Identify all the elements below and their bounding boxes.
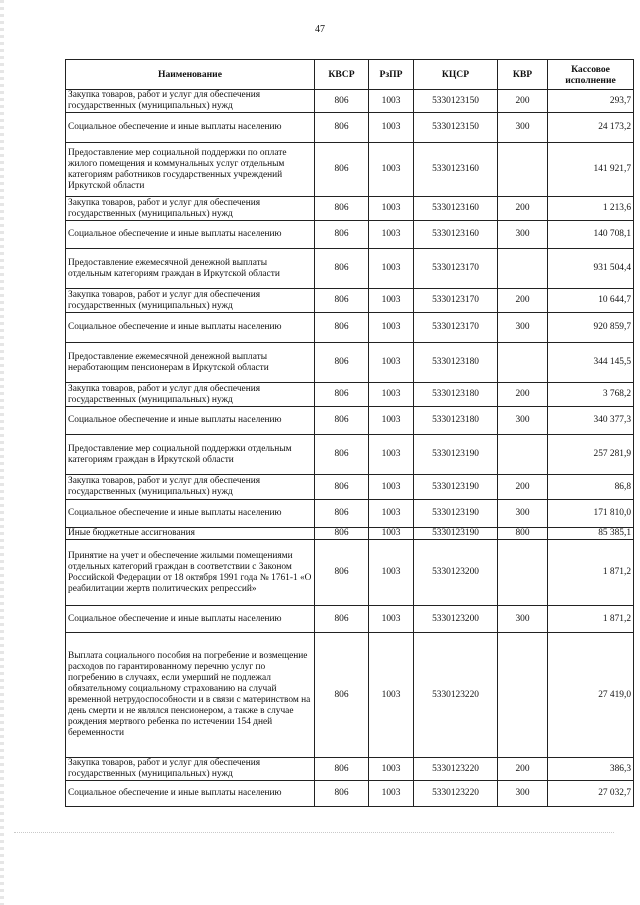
- cell-kvr: 300: [498, 221, 548, 249]
- cell-name: Принятие на учет и обеспечение жилыми помещениями отдельных категорий граждан в соответствии с Законом Российской Федерации от 18 октября 1991 года № 1761-1 «О реабилитации жертв политических репрессий»: [66, 540, 315, 606]
- header-kvsr: КВСР: [315, 60, 369, 90]
- cell-kvsr: 806: [315, 540, 369, 606]
- cell-name: Закупка товаров, работ и услуг для обеспечения государственных (муниципальных) нужд: [66, 289, 315, 313]
- cell-kvsr: 806: [315, 113, 369, 143]
- cell-kvr: 800: [498, 528, 548, 540]
- cell-kvsr: 806: [315, 475, 369, 500]
- cell-rzpr: 1003: [369, 313, 414, 343]
- cell-kvsr: 806: [315, 343, 369, 383]
- page-number: 47: [315, 24, 325, 35]
- cell-amount: 293,7: [548, 90, 634, 113]
- cell-amount: 1 213,6: [548, 197, 634, 221]
- table-row: [66, 633, 634, 758]
- table-row: [66, 383, 634, 407]
- cell-rzpr: 1003: [369, 197, 414, 221]
- cell-name: Социальное обеспечение и иные выплаты населению: [66, 407, 315, 435]
- cell-rzpr: 1003: [369, 407, 414, 435]
- cell-amount: 86,8: [548, 475, 634, 500]
- cell-rzpr: 1003: [369, 113, 414, 143]
- table-row: [66, 435, 634, 475]
- cell-kcsr: 5330123190: [414, 475, 498, 500]
- cell-kvsr: 806: [315, 383, 369, 407]
- cell-rzpr: 1003: [369, 143, 414, 197]
- scan-edge-artifact: [0, 0, 4, 905]
- cell-amount: 3 768,2: [548, 383, 634, 407]
- cell-name: Предоставление ежемесячной денежной выплаты неработающим пенсионерам в Иркутской области: [66, 343, 315, 383]
- table-row: [66, 113, 634, 143]
- cell-kcsr: 5330123200: [414, 540, 498, 606]
- cell-name: Социальное обеспечение и иные выплаты населению: [66, 500, 315, 528]
- header-name: Наименование: [66, 60, 315, 90]
- table-row: [66, 475, 634, 500]
- cell-amount: 27 419,0: [548, 633, 634, 758]
- cell-name: Социальное обеспечение и иные выплаты населению: [66, 606, 315, 633]
- cell-kcsr: 5330123190: [414, 500, 498, 528]
- cell-kvsr: 806: [315, 313, 369, 343]
- cell-rzpr: 1003: [369, 475, 414, 500]
- cell-amount: 344 145,5: [548, 343, 634, 383]
- table-row: [66, 758, 634, 781]
- cell-name: Социальное обеспечение и иные выплаты населению: [66, 113, 315, 143]
- table-row: [66, 90, 634, 113]
- cell-kcsr: 5330123160: [414, 143, 498, 197]
- cell-kvr: 300: [498, 606, 548, 633]
- header-amount: Кассовое исполнение: [548, 60, 634, 90]
- cell-kvsr: 806: [315, 606, 369, 633]
- cell-kvr: [498, 143, 548, 197]
- cell-rzpr: 1003: [369, 633, 414, 758]
- budget-execution-table: [65, 59, 634, 807]
- cell-kcsr: 5330123170: [414, 313, 498, 343]
- cell-kcsr: 5330123180: [414, 343, 498, 383]
- cell-kvsr: 806: [315, 221, 369, 249]
- cell-name: Закупка товаров, работ и услуг для обеспечения государственных (муниципальных) нужд: [66, 197, 315, 221]
- cell-name: Социальное обеспечение и иные выплаты населению: [66, 781, 315, 807]
- header-kvr: КВР: [498, 60, 548, 90]
- table-row: [66, 540, 634, 606]
- cell-kcsr: 5330123160: [414, 197, 498, 221]
- cell-kvsr: 806: [315, 758, 369, 781]
- cell-name: Социальное обеспечение и иные выплаты населению: [66, 313, 315, 343]
- cell-amount: 10 644,7: [548, 289, 634, 313]
- cell-amount: 340 377,3: [548, 407, 634, 435]
- cell-rzpr: 1003: [369, 289, 414, 313]
- table-row: [66, 221, 634, 249]
- cell-rzpr: 1003: [369, 343, 414, 383]
- cell-amount: 931 504,4: [548, 249, 634, 289]
- cell-kcsr: 5330123150: [414, 90, 498, 113]
- cell-kvr: 300: [498, 781, 548, 807]
- scan-noise-line: [14, 832, 614, 833]
- cell-kvr: [498, 540, 548, 606]
- cell-name: Иные бюджетные ассигнования: [66, 528, 315, 540]
- table-row: [66, 343, 634, 383]
- header-kcsr: КЦСР: [414, 60, 498, 90]
- cell-amount: 27 032,7: [548, 781, 634, 807]
- cell-kcsr: 5330123180: [414, 383, 498, 407]
- table-row: [66, 407, 634, 435]
- cell-rzpr: 1003: [369, 758, 414, 781]
- cell-kvsr: 806: [315, 143, 369, 197]
- cell-kvr: 200: [498, 289, 548, 313]
- cell-kvsr: 806: [315, 289, 369, 313]
- cell-kvr: [498, 343, 548, 383]
- table-row: [66, 781, 634, 807]
- cell-kvsr: 806: [315, 435, 369, 475]
- cell-rzpr: 1003: [369, 221, 414, 249]
- cell-name: Закупка товаров, работ и услуг для обеспечения государственных (муниципальных) нужд: [66, 475, 315, 500]
- cell-kvr: [498, 633, 548, 758]
- cell-kvr: [498, 249, 548, 289]
- cell-kcsr: 5330123170: [414, 289, 498, 313]
- cell-kcsr: 5330123220: [414, 758, 498, 781]
- cell-name: Выплата социального пособия на погребение и возмещение расходов по гарантированному перечню услуг по погребению в случаях, если умерший не подлежал обязательному социальному страхованию на случай временной нетрудоспособности и в связи с материнством на день смерти и не являлся пенсионером, а также в случае рождения мертвого ребенка по истечении 154 дней беременности: [66, 633, 315, 758]
- cell-kcsr: 5330123200: [414, 606, 498, 633]
- cell-kvr: 300: [498, 313, 548, 343]
- header-rzpr: РзПР: [369, 60, 414, 90]
- cell-kvr: 300: [498, 113, 548, 143]
- cell-name: Социальное обеспечение и иные выплаты населению: [66, 221, 315, 249]
- cell-rzpr: 1003: [369, 249, 414, 289]
- cell-kcsr: 5330123160: [414, 221, 498, 249]
- cell-kvsr: 806: [315, 500, 369, 528]
- cell-amount: 1 871,2: [548, 606, 634, 633]
- cell-rzpr: 1003: [369, 781, 414, 807]
- table-row: [66, 606, 634, 633]
- cell-kvsr: 806: [315, 528, 369, 540]
- cell-kvr: 300: [498, 407, 548, 435]
- cell-amount: 141 921,7: [548, 143, 634, 197]
- table-row: [66, 143, 634, 197]
- cell-name: Предоставление ежемесячной денежной выплаты отдельным категориям граждан в Иркутской области: [66, 249, 315, 289]
- cell-kcsr: 5330123190: [414, 435, 498, 475]
- cell-amount: 1 871,2: [548, 540, 634, 606]
- cell-kvr: 200: [498, 383, 548, 407]
- cell-kcsr: 5330123220: [414, 781, 498, 807]
- cell-kvsr: 806: [315, 633, 369, 758]
- table-row: [66, 289, 634, 313]
- cell-name: Закупка товаров, работ и услуг для обеспечения государственных (муниципальных) нужд: [66, 383, 315, 407]
- cell-rzpr: 1003: [369, 528, 414, 540]
- cell-name: Закупка товаров, работ и услуг для обеспечения государственных (муниципальных) нужд: [66, 758, 315, 781]
- cell-kvsr: 806: [315, 90, 369, 113]
- cell-rzpr: 1003: [369, 606, 414, 633]
- cell-rzpr: 1003: [369, 500, 414, 528]
- table-row: [66, 528, 634, 540]
- cell-rzpr: 1003: [369, 435, 414, 475]
- table-row: [66, 249, 634, 289]
- cell-rzpr: 1003: [369, 540, 414, 606]
- cell-amount: 386,3: [548, 758, 634, 781]
- cell-kcsr: 5330123170: [414, 249, 498, 289]
- cell-kvsr: 806: [315, 781, 369, 807]
- cell-kcsr: 5330123180: [414, 407, 498, 435]
- table-row: [66, 313, 634, 343]
- cell-kcsr: 5330123150: [414, 113, 498, 143]
- cell-kvr: 300: [498, 500, 548, 528]
- cell-amount: 920 859,7: [548, 313, 634, 343]
- table-row: [66, 197, 634, 221]
- cell-amount: 140 708,1: [548, 221, 634, 249]
- cell-rzpr: 1003: [369, 383, 414, 407]
- cell-kvr: 200: [498, 758, 548, 781]
- cell-name: Закупка товаров, работ и услуг для обеспечения государственных (муниципальных) нужд: [66, 90, 315, 113]
- cell-kvr: 200: [498, 90, 548, 113]
- cell-kvr: 200: [498, 475, 548, 500]
- cell-kcsr: 5330123190: [414, 528, 498, 540]
- cell-kcsr: 5330123220: [414, 633, 498, 758]
- cell-amount: 85 385,1: [548, 528, 634, 540]
- cell-rzpr: 1003: [369, 90, 414, 113]
- cell-amount: 24 173,2: [548, 113, 634, 143]
- cell-kvr: [498, 435, 548, 475]
- cell-amount: 171 810,0: [548, 500, 634, 528]
- table-row: [66, 500, 634, 528]
- cell-kvsr: 806: [315, 197, 369, 221]
- cell-name: Предоставление мер социальной поддержки по оплате жилого помещения и коммунальных услуг отдельным категориям работников государственных учреждений Иркутской области: [66, 143, 315, 197]
- cell-kvr: 200: [498, 197, 548, 221]
- cell-kvsr: 806: [315, 249, 369, 289]
- cell-kvsr: 806: [315, 407, 369, 435]
- table-body: [66, 90, 634, 807]
- cell-amount: 257 281,9: [548, 435, 634, 475]
- cell-name: Предоставление мер социальной поддержки отдельным категориям граждан в Иркутской области: [66, 435, 315, 475]
- table-header-row: [66, 60, 634, 90]
